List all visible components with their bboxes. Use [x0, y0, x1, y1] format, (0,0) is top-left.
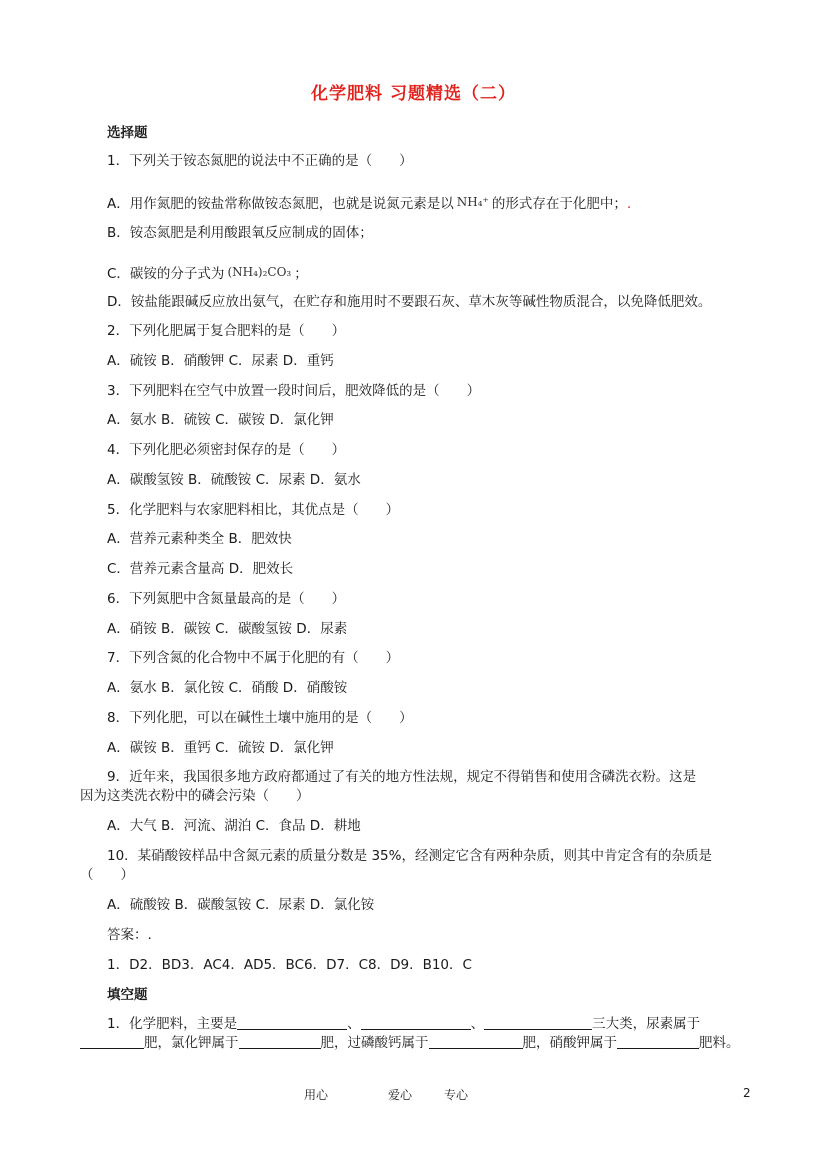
fill-blank-3[interactable]: [484, 1015, 592, 1030]
fill-blank-2[interactable]: [361, 1015, 471, 1030]
question-5-options-1: A．营养元素种类全 B．肥效快: [107, 531, 292, 547]
answer-mark: .: [147, 927, 152, 943]
question-2-options: A．硫铵 B．硝酸钾 C．尿素 D．重钙: [107, 353, 334, 369]
question-3-stem: 3．下列肥料在空气中放置一段时间后，肥效降低的是（ ）: [107, 383, 481, 399]
question-2-stem: 2．下列化肥属于复合肥料的是（ ）: [107, 323, 346, 339]
question-8-options: A．碳铵 B．重钙 C．硫铵 D．氯化钾: [107, 740, 334, 756]
fill-blank-1[interactable]: [237, 1015, 347, 1030]
answer-label: [107, 926, 152, 944]
fill-question-1-line-2: [80, 1034, 740, 1052]
red-mark: .: [626, 196, 632, 212]
fill-question-1-line-1: [107, 1015, 700, 1033]
question-7-stem: 7．下列含氮的化合物中不属于化肥的有（ ）: [107, 650, 400, 666]
ammonium-carbonate-formula: (NH₄)₂CO₃: [227, 265, 292, 279]
section-heading-choice: 选择题: [107, 125, 148, 141]
question-10-stem-line-2: （ ）: [80, 867, 134, 883]
fill-blank-4[interactable]: [80, 1034, 144, 1049]
fill-1-text-3: 肥，氯化钾属于: [144, 1035, 239, 1051]
question-1-option-d: D．铵盐能跟碱反应放出氨气，在贮存和施用时不要跟石灰、草木灰等碱性物质混合，以免降低肥效。: [107, 294, 712, 310]
option-c-text-start: C．碳铵的分子式为: [107, 266, 225, 282]
fill-1-sep-1: 、: [347, 1016, 361, 1032]
fill-blank-6[interactable]: [429, 1034, 523, 1049]
question-9-stem-line-1: 9．近年来，我国很多地方政府都通过了有关的地方性法规，规定不得销售和使用含磷洗衣粉。这是: [107, 769, 697, 785]
document-title: 化学肥料 习题精选（二）: [311, 84, 516, 104]
fill-1-text-6: 肥料。: [699, 1035, 740, 1051]
footer-text-3: 专心: [444, 1088, 469, 1102]
answer-key: 1．D2．BD3．AC4．AD5．BC6．D7．C8．D9．B10．C: [107, 957, 472, 973]
question-5-options-2: C．营养元素含量高 D．肥效长: [107, 561, 294, 577]
footer-text-1: 用心: [304, 1088, 329, 1102]
fill-blank-5[interactable]: [239, 1034, 321, 1049]
question-6-stem: 6．下列氮肥中含氮量最高的是（ ）: [107, 591, 346, 607]
fill-1-sep-2: 、: [470, 1016, 485, 1032]
question-8-stem: 8．下列化肥，可以在碱性土壤中施用的是（ ）: [107, 710, 413, 726]
fill-1-text-2: 三大类，尿素属于: [592, 1016, 701, 1032]
option-a-text-end: 的形式存在于化肥中；: [491, 196, 627, 212]
question-10-stem-line-1: 10．某硝酸铵样品中含氮元素的质量分数是 35%，经测定它含有两种杂质，则其中肯定含有的杂质是: [107, 848, 712, 864]
question-7-options: A．氨水 B．氯化铵 C．硝酸 D．硝酸铵: [107, 680, 348, 696]
question-1-option-a: [107, 193, 631, 213]
question-9-options: A．大气 B．河流、湖泊 C．食品 D．耕地: [107, 818, 361, 834]
question-1-option-b: B．铵态氮肥是利用酸跟氧反应制成的固体；: [107, 225, 373, 241]
question-10-options: A．硫酸铵 B．碳酸氢铵 C．尿素 D．氯化铵: [107, 897, 375, 913]
page-number: 2: [743, 1086, 751, 1100]
fill-1-text-5: 肥，硝酸钾属于: [522, 1035, 617, 1051]
section-heading-fill: 填空题: [107, 987, 148, 1003]
question-9-stem-line-2: 因为这类洗衣粉中的磷会污染（ ）: [80, 788, 310, 804]
fill-1-text-1: 1．化学肥料，主要是: [107, 1016, 238, 1032]
fill-1-text-4: 肥，过磷酸钙属于: [320, 1035, 429, 1051]
question-6-options: A．硝铵 B．碳铵 C．碳酸氢铵 D．尿素: [107, 621, 348, 637]
question-1-option-c: [107, 263, 308, 283]
question-4-stem: 4．下列化肥必须密封保存的是（ ）: [107, 442, 346, 458]
fill-blank-7[interactable]: [617, 1034, 699, 1049]
question-1-stem: 1．下列关于铵态氮肥的说法中不正确的是（ ）: [107, 153, 413, 169]
answer-label-text: 答案：: [107, 927, 148, 943]
question-4-options: A．碳酸氢铵 B．硫酸铵 C．尿素 D．氨水: [107, 472, 361, 488]
footer-text-2: 爱心: [388, 1088, 413, 1102]
ammonium-ion-formula: NH₄⁺: [456, 195, 489, 209]
option-a-text-start: A．用作氮肥的铵盐常称做铵态氮肥，也就是说氮元素是以: [107, 196, 454, 212]
option-c-text-end: ；: [294, 266, 308, 282]
question-3-options: A．氨水 B．硫铵 C．碳铵 D．氯化钾: [107, 412, 334, 428]
question-5-stem: 5．化学肥料与农家肥料相比，其优点是（ ）: [107, 502, 400, 518]
